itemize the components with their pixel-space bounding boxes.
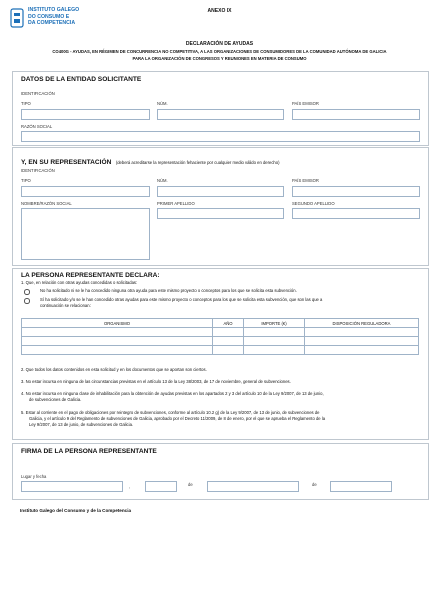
business-name-field[interactable] [21, 131, 420, 142]
number-label: NÚM. [157, 101, 168, 106]
rep-country-field[interactable] [292, 186, 420, 197]
rep-name-label: NOMBRE/RAZÓN SOCIAL [21, 201, 72, 206]
rep-type-field[interactable] [21, 186, 150, 197]
option-no-other-aid: No ha solicitado ni se le ha concedido ninguna otra ayuda para este mismo proyecto o conceptos para los que se solicita esta subvención. [40, 288, 297, 293]
col-importe: IMPORTE (€) [244, 319, 305, 328]
place-date-label: Lugar y fecha [21, 474, 47, 479]
radio-no-other-aid[interactable] [24, 289, 30, 295]
declaration-item-3: 3. No estar incursa en ninguna de las circunstancias previstas en el artículo 13 de la Ley 38/2003, de 17 de noviembre, general de subvenciones. [21, 379, 291, 384]
entity-number-field[interactable] [157, 109, 284, 120]
table-row [22, 328, 419, 337]
aids-table [21, 318, 419, 355]
rep-type-label: TIPO [21, 178, 31, 183]
rep-number-label: NÚM. [157, 178, 168, 183]
business-name-label: RAZÓN SOCIAL [21, 124, 53, 129]
rep-surname2-label: SEGUNDO APELLIDO [292, 201, 335, 206]
de-label-2: de [312, 482, 317, 487]
page-subtitle: CO400G - AYUDAS, EN RÉGIMEN DE CONCURRENCIA NO COMPETITIVA, A LAS ORGANIZACIONES DE CONSUMIDORES DE LA COMUNIDAD AUTÓNOMA DE GALICIA PARA LA ORGANIZACIÓN DE CONGRESOS Y REUNIONES EN MATERIA DE CONSUMO [52, 49, 387, 61]
representative-section-title: Y, EN SU REPRESENTACIÓN (deberá acreditarse la representación fehaciente por cualquier medio válido en derecho) [21, 159, 280, 166]
entity-country-field[interactable] [292, 109, 420, 120]
type-label: TIPO [21, 101, 31, 106]
declaration-item-4: 4. No estar incursa en ninguna clase de inhabilitación para la obtención de ayudas previstas en los apartados 2 y 3 del artículo 10 de la Ley 9/2007, de 13 de junio, de subvenciones de Galicia. [21, 391, 324, 402]
col-organismo: ORGANISMO [22, 319, 213, 328]
col-ano: AÑO [213, 319, 244, 328]
rep-country-label: PAÍS EMISOR [292, 178, 319, 183]
rep-surname1-label: PRIMER APELLIDO [157, 201, 195, 206]
option-other-aid: Sí ha solicitado y/o se le han concedido otras ayudas para este mismo proyecto o conceptos para los que se solicita esta subvención, que son las que a continuación se relacionan: [40, 297, 323, 308]
radio-other-aid[interactable] [24, 298, 30, 304]
rep-number-field[interactable] [157, 186, 284, 197]
table-row [22, 337, 419, 346]
day-field[interactable] [145, 481, 177, 492]
year-field[interactable] [330, 481, 392, 492]
entity-section-title: DATOS DE LA ENTIDAD SOLICITANTE [21, 76, 142, 83]
entity-type-field[interactable] [21, 109, 150, 120]
rep-surname1-field[interactable] [157, 208, 284, 219]
identification-label: IDENTIFICACIÓN [21, 91, 55, 96]
declaration-item-2: 2. Que todos los datos contenidos en esta solicitud y en los documentos que se aportan son ciertos. [21, 367, 207, 372]
signature-title: FIRMA DE LA PERSONA REPRESENTANTE [21, 448, 157, 455]
country-label: PAÍS EMISOR [292, 101, 319, 106]
declaration-title: LA PERSONA REPRESENTANTE DECLARA: [21, 272, 160, 279]
place-field[interactable] [21, 481, 123, 492]
footer-text: Instituto Galego del Consumo y de la Competencia [20, 508, 132, 513]
rep-name-field[interactable] [21, 208, 150, 260]
aids-table-header [22, 319, 419, 328]
declaration-item-1: 1. Que, en relación con otras ayudas concedidas o solicitadas: [21, 280, 138, 285]
rep-surname2-field[interactable] [292, 208, 420, 219]
comma-sep: , [129, 484, 131, 489]
col-disposicion: DISPOSICIÓN REGULADORA [305, 319, 419, 328]
annex-label: ANEXO IX [207, 8, 232, 14]
page-title: DECLARACIÓN DE AYUDAS [185, 41, 254, 47]
month-field[interactable] [207, 481, 299, 492]
de-label-1: de [188, 482, 193, 487]
rep-identification-label: IDENTIFICACIÓN [21, 168, 55, 173]
declaration-item-5: 5. Estar al corriente en el pago de obligaciones por reintegro de subvenciones, conforme al artículo 10.2 g) de la Ley 9/2007, de 13 de junio, de subvenciones de Galicia, y el artículo 9 del Reglamento de subvenciones de Galicia, aprobado por el Decreto 11/2009, de 8 de enero, por el que se aprueba el Reglamento de la Ley 9/2007, de 13 de junio, de subvenciones de Galicia. [21, 410, 326, 427]
logo-text: INSTITUTO GALEGO DO CONSUMO E DA COMPETENCIA [28, 7, 80, 27]
table-row [22, 346, 419, 355]
